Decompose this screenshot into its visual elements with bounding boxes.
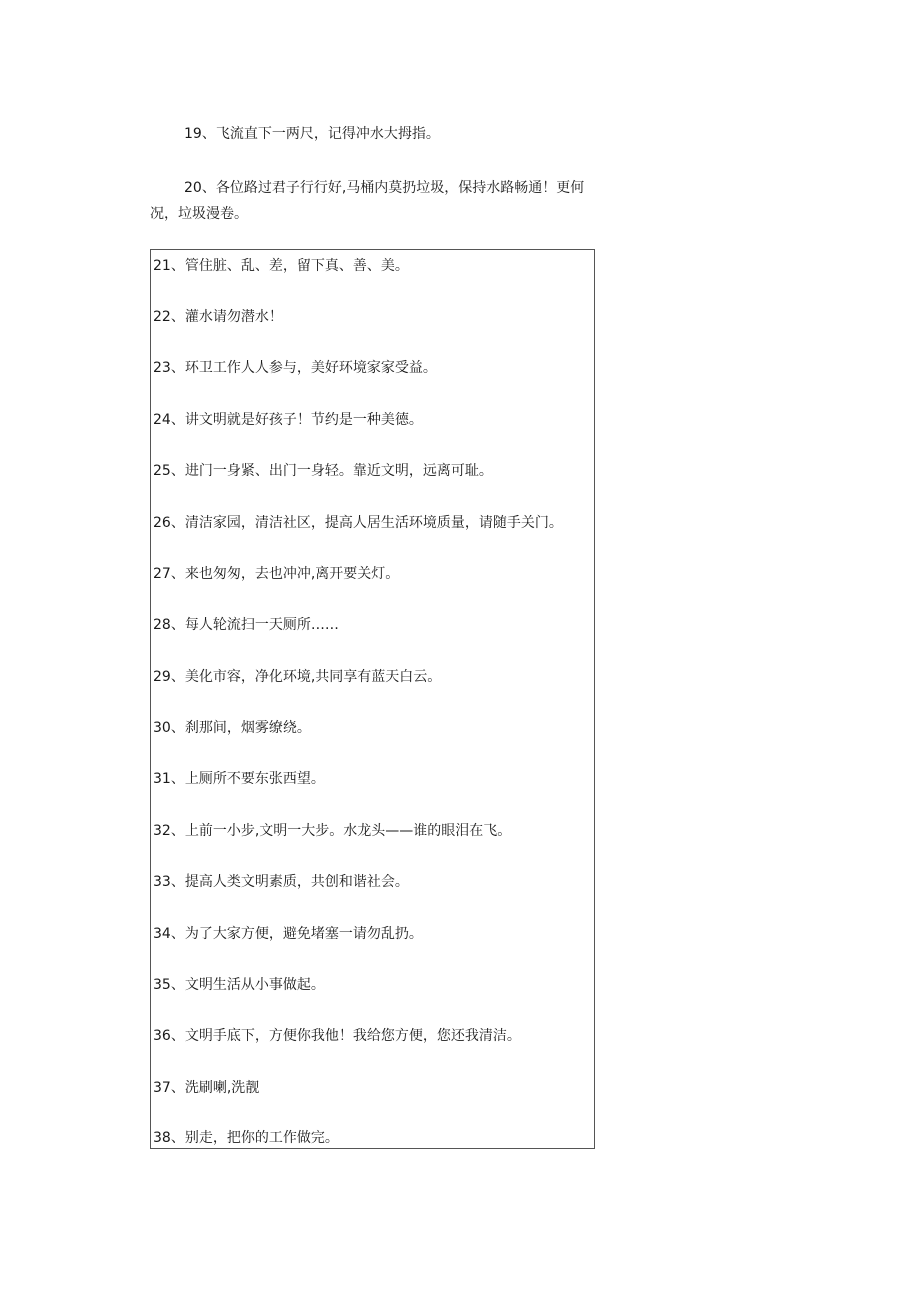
list-item: 32、上前一小步,文明一大步。水龙头——谁的眼泪在飞。 (153, 823, 512, 839)
list-item: 27、来也匆匆，去也冲冲,离开要关灯。 (153, 566, 400, 582)
boxed-list (150, 249, 595, 1149)
list-item: 22、灌水请勿潜水！ (153, 309, 283, 325)
paragraph-20: 20、各位路过君子行行好,马桶内莫扔垃圾，保持水路畅通！更何况，垃圾漫卷。 (150, 180, 585, 222)
list-item: 26、清洁家园，清洁社区，提高人居生活环境质量，请随手关门。 (153, 515, 563, 531)
list-item: 24、讲文明就是好孩子！节约是一种美德。 (153, 412, 423, 428)
paragraph-19: 19、飞流直下一两尺，记得冲水大拇指。 (184, 126, 440, 142)
list-item: 25、进门一身紧、出门一身轻。靠近文明，远离可耻。 (153, 463, 493, 479)
list-item: 35、文明生活从小事做起。 (153, 977, 325, 993)
list-item: 30、刹那间，烟雾缭绕。 (153, 720, 311, 736)
list-item: 21、管住脏、乱、差，留下真、善、美。 (153, 258, 409, 274)
list-item: 28、每人轮流扫一天厕所…… (153, 617, 339, 633)
list-item: 33、提高人类文明素质，共创和谐社会。 (153, 874, 409, 890)
list-item: 29、美化市容，净化环境,共同享有蓝天白云。 (153, 669, 442, 685)
list-item: 37、洗刷喇,洗靓 (153, 1080, 260, 1096)
list-item: 34、为了大家方便，避免堵塞一请勿乱扔。 (153, 926, 423, 942)
list-item: 38、别走，把你的工作做完。 (153, 1130, 339, 1146)
list-item: 23、环卫工作人人参与，美好环境家家受益。 (153, 360, 437, 376)
list-item: 31、上厕所不要东张西望。 (153, 771, 325, 787)
list-item: 36、文明手底下，方便你我他！我给您方便，您还我清洁。 (153, 1028, 521, 1044)
